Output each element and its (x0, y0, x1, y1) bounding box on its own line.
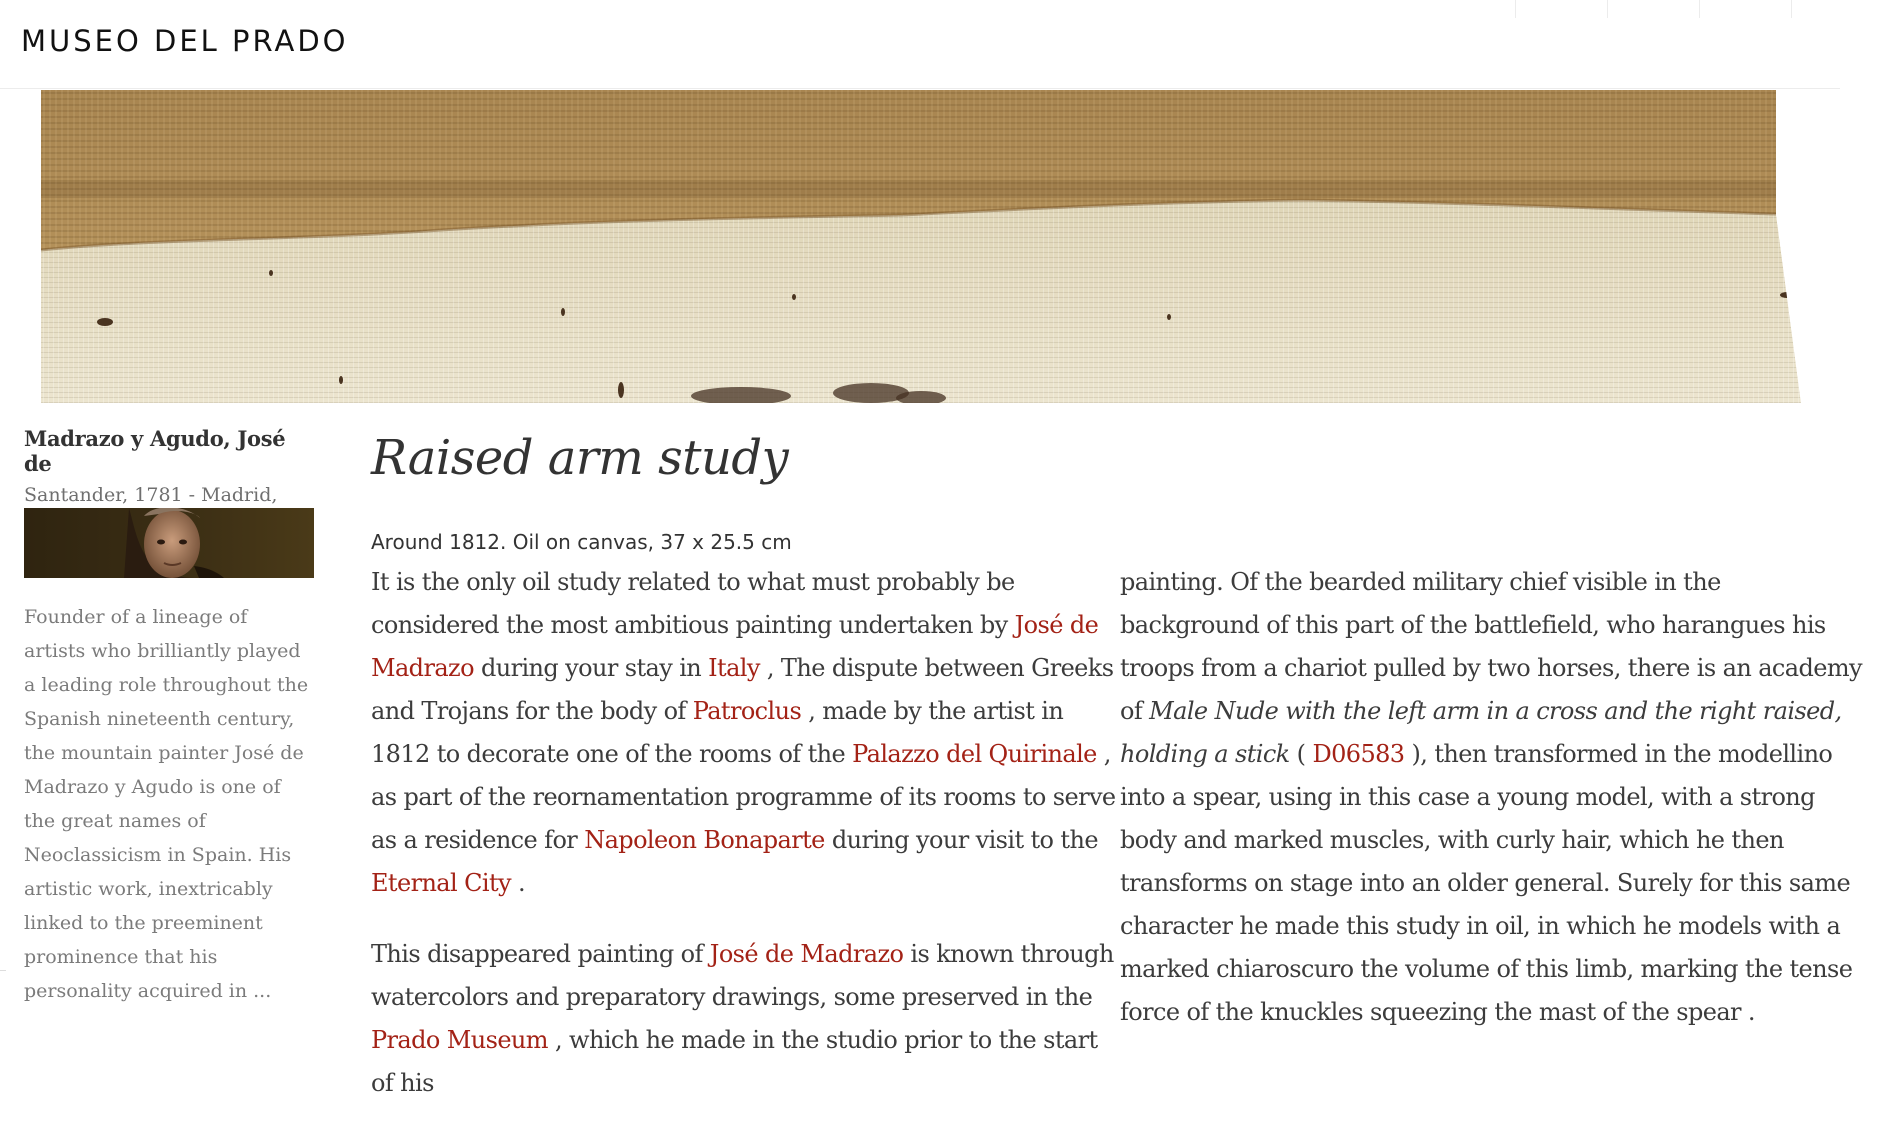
text-segment: . (517, 869, 526, 897)
artwork-meta: Around 1812. Oil on canvas, 37 x 25.5 cm (371, 530, 792, 554)
text-segment: painting. Of the bearded military chief visible in the background of this part of the battlefield, who harangues his troops from a chariot pulled by two horses, there is an academy of (1120, 568, 1862, 725)
painting-image[interactable] (41, 90, 1813, 403)
text-segment: during your stay in (480, 654, 709, 682)
text-segment: It is the only oil study related to what must probably be considered the most ambitious painting undertaken by (371, 568, 1015, 639)
text-segment: ( (1296, 740, 1306, 768)
description-column-2 (1120, 561, 1865, 1062)
text-segment: , as part of the reornamentation programme of its rooms to serve as a residence for (371, 740, 1116, 854)
link-italy[interactable]: Italy (708, 654, 760, 682)
header-divider (1515, 0, 1516, 18)
header-divider (1607, 0, 1608, 18)
link-napoleon-bonaparte[interactable]: Napoleon Bonaparte (584, 826, 825, 854)
description-paragraph-1 (371, 561, 1116, 905)
link-eternal-city[interactable]: Eternal City (371, 869, 511, 897)
site-header (0, 0, 1840, 89)
artist-portrait[interactable] (24, 508, 314, 578)
page-edge-marker (0, 970, 6, 971)
artist-dates: Santander, 1781 - Madrid, (24, 484, 278, 506)
artwork-title: Raised arm study (371, 430, 789, 486)
artist-name[interactable]: Madrazo y Agudo, José de (24, 426, 286, 476)
link-jose-de-madrazo[interactable]: José de Madrazo (371, 611, 1099, 682)
text-segment: This disappeared painting of (371, 940, 710, 968)
link-palazzo-del-quirinale[interactable]: Palazzo del Quirinale (852, 740, 1097, 768)
text-segment: , which he made in the studio prior to the start of his (371, 1026, 1098, 1097)
link-jose-de-madrazo[interactable]: José de Madrazo (709, 940, 904, 968)
portrait-image (24, 508, 314, 578)
text-segment: ), then transformed in the modellino into a spear, using in this case a young model, with a strong body and marked muscles, with curly hair, which he then transforms on stage into an older general. Surely for this same character he made this study in oil, in which he models with a marked chiaroscuro the volume of this limb, marking the tense force of the knuckles squeezing the mast of the spear . (1120, 740, 1853, 1026)
description-paragraph-2-continued (1120, 561, 1865, 1034)
text-segment: , The dispute between Greeks and Trojans for the body of (371, 654, 1114, 725)
link-patroclus[interactable]: Patroclus (692, 697, 802, 725)
header-divider (1699, 0, 1700, 18)
artist-bio: Founder of a lineage of artists who brilliantly played a leading role throughout the Spanish nineteenth century, the mountain painter José de Madrazo y Agudo is one of the great names of Neoclassicism in Spain. His artistic work, inextricably linked to the preeminent prominence that his personality acquired in ... (24, 606, 309, 1002)
description-paragraph-2 (371, 933, 1116, 1105)
artwork-reference-title: Male Nude with the left arm in a cross and the right raised, holding a stick (1120, 697, 1842, 768)
site-logo[interactable]: MUSEO DEL PRADO (21, 24, 349, 58)
text-segment: , made by the artist in 1812 to decorate one of the rooms of the (371, 697, 1064, 768)
text-segment: is known through watercolors and preparatory drawings, some preserved in the (371, 940, 1114, 1011)
text-segment: during your visit to the (831, 826, 1098, 854)
description-column-1 (371, 561, 1116, 1133)
header-divider (1791, 0, 1792, 18)
link-d06583[interactable]: D06583 (1312, 740, 1405, 768)
painting-canvas-svg (41, 90, 1813, 403)
link-prado-museum[interactable]: Prado Museum (371, 1026, 548, 1054)
